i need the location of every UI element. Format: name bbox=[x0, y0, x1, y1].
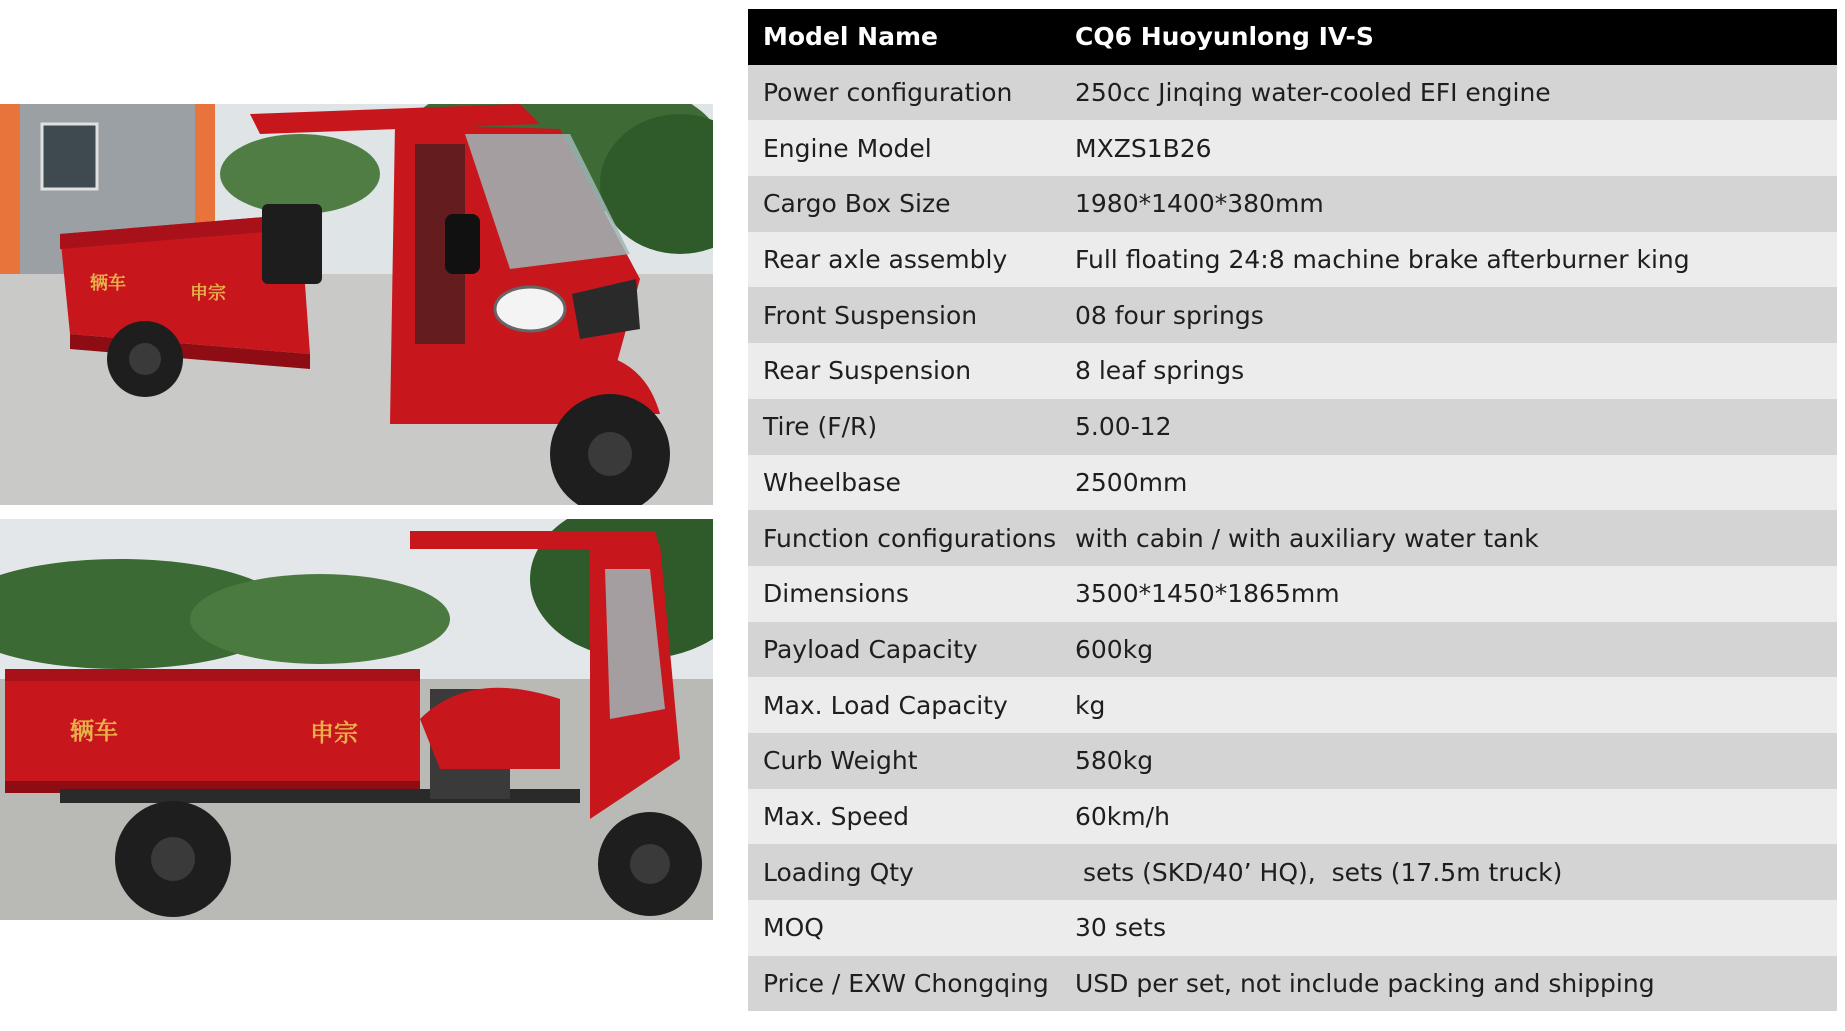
spec-label: Function configurations bbox=[748, 510, 1060, 566]
spec-label: Dimensions bbox=[748, 566, 1060, 622]
spec-label: Rear Suspension bbox=[748, 343, 1060, 399]
spec-label: Loading Qty bbox=[748, 844, 1060, 900]
tricycle-side-illustration bbox=[0, 519, 713, 920]
spec-value: MXZS1B26 bbox=[1060, 120, 1837, 176]
spec-label: Price / EXW Chongqing bbox=[748, 956, 1060, 1012]
spec-row bbox=[748, 120, 1837, 176]
spec-row bbox=[748, 677, 1837, 733]
spec-value: 30 sets bbox=[1060, 900, 1837, 956]
spec-value: USD per set, not include packing and shipping bbox=[1060, 956, 1837, 1012]
spec-value: with cabin / with auxiliary water tank bbox=[1060, 510, 1837, 566]
spec-row bbox=[748, 232, 1837, 288]
spec-row bbox=[748, 622, 1837, 678]
spec-row bbox=[748, 566, 1837, 622]
spec-value: 250cc Jinqing water-cooled EFI engine bbox=[1060, 65, 1837, 121]
spec-table bbox=[748, 9, 1837, 1011]
spec-label: Tire (F/R) bbox=[748, 399, 1060, 455]
svg-text:辆车: 辆车 bbox=[70, 717, 118, 745]
spec-row bbox=[748, 900, 1837, 956]
spec-row bbox=[748, 287, 1837, 343]
svg-text:申宗: 申宗 bbox=[310, 719, 358, 747]
spec-row bbox=[748, 455, 1837, 511]
spec-row bbox=[748, 844, 1837, 900]
tricycle-front-illustration bbox=[0, 104, 713, 505]
spec-label: Cargo Box Size bbox=[748, 176, 1060, 232]
spec-value: 1980*1400*380mm bbox=[1060, 176, 1837, 232]
spec-value: 60km/h bbox=[1060, 789, 1837, 845]
spec-value: 3500*1450*1865mm bbox=[1060, 566, 1837, 622]
spec-row bbox=[748, 789, 1837, 845]
spec-row bbox=[748, 343, 1837, 399]
spec-row bbox=[748, 176, 1837, 232]
svg-text:申宗: 申宗 bbox=[190, 283, 226, 304]
spec-row bbox=[748, 510, 1837, 566]
spec-label: Curb Weight bbox=[748, 733, 1060, 789]
spec-label: Power configuration bbox=[748, 65, 1060, 121]
spec-value: 2500mm bbox=[1060, 455, 1837, 511]
spec-row bbox=[748, 733, 1837, 789]
spec-label: Front Suspension bbox=[748, 287, 1060, 343]
spec-label: Max. Load Capacity bbox=[748, 677, 1060, 733]
svg-text:辆车: 辆车 bbox=[90, 273, 126, 294]
spec-value: Full floating 24:8 machine brake afterburner king bbox=[1060, 232, 1837, 288]
spec-value: 600kg bbox=[1060, 622, 1837, 678]
spec-value: 8 leaf springs bbox=[1060, 343, 1837, 399]
vehicle-photo-front bbox=[0, 104, 713, 505]
spec-header-row bbox=[748, 9, 1837, 65]
spec-value: sets (SKD/40’ HQ), sets (17.5m truck) bbox=[1060, 844, 1837, 900]
spec-row bbox=[748, 956, 1837, 1012]
spec-label: Max. Speed bbox=[748, 789, 1060, 845]
spec-header-label: Model Name bbox=[748, 9, 1060, 65]
spec-row bbox=[748, 399, 1837, 455]
spec-label: Payload Capacity bbox=[748, 622, 1060, 678]
vehicle-photo-side bbox=[0, 519, 713, 920]
spec-value: kg bbox=[1060, 677, 1837, 733]
spec-value: 5.00-12 bbox=[1060, 399, 1837, 455]
spec-label: Rear axle assembly bbox=[748, 232, 1060, 288]
spec-label: Engine Model bbox=[748, 120, 1060, 176]
spec-value: 08 four springs bbox=[1060, 287, 1837, 343]
spec-row bbox=[748, 65, 1837, 121]
spec-label: Wheelbase bbox=[748, 455, 1060, 511]
spec-label: MOQ bbox=[748, 900, 1060, 956]
spec-header-value: CQ6 Huoyunlong IV-S bbox=[1060, 9, 1837, 65]
spec-value: 580kg bbox=[1060, 733, 1837, 789]
